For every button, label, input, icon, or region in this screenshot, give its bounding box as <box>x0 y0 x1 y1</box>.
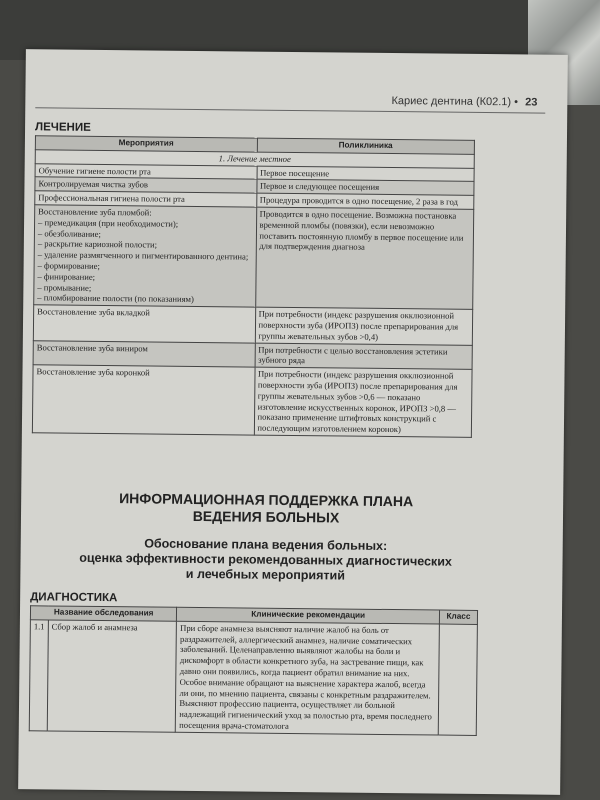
heading-line: ИНФОРМАЦИОННАЯ ПОДДЕРЖКА ПЛАНА <box>119 490 414 510</box>
column-header: Поликлиника <box>257 138 475 154</box>
column-header: Название обследования <box>30 606 176 621</box>
table-row <box>29 620 477 736</box>
measure-line: – промывание; <box>37 281 92 293</box>
subheading-line: оценка эффективности рекомендованных диагностических <box>79 550 452 569</box>
running-head-title: Кариес дентина (К02.1) <box>391 95 512 109</box>
table-subheading: 1. Лечение местное <box>35 150 474 168</box>
measure-line: – премедикация (при необходимости); <box>38 217 179 229</box>
measure-line: – пломбирование полости (по показаниям) <box>37 292 194 305</box>
treatment-table <box>32 135 475 438</box>
header-rule <box>35 107 545 113</box>
book-page <box>18 49 568 795</box>
table-row <box>33 305 472 345</box>
column-header: Клинические рекомендации <box>177 607 440 624</box>
rationale-subheading <box>30 535 500 585</box>
treatment-heading: ЛЕЧЕНИЕ <box>35 121 91 134</box>
measure-line: – обезболивание; <box>37 227 101 239</box>
measure-cell: Восстановление зуба виниром <box>33 340 255 367</box>
measure-cell: Обучение гигиене полости рта <box>35 163 257 179</box>
measure-cell: Контролируемая чистка зубов <box>35 177 257 193</box>
clinic-cell: Первое посещение <box>257 166 475 182</box>
exam-name-cell: Сбор жалоб и анамнеза <box>47 620 177 732</box>
clinic-cell: Проводится в одно посещение. Возможна постановка временной пломбы (повязки), если невозможно поставить постоянную пломбу в первое посещение или для подтверждения диагноза <box>255 207 474 309</box>
subheading-line: Обоснование плана ведения больных: <box>144 536 388 553</box>
diagnostics-table <box>29 605 478 735</box>
column-header: Мероприятия <box>35 136 257 152</box>
clinic-cell: Процедура проводится в одно посещение, 2 раза в год <box>256 193 474 209</box>
measure-line: Восстановление зуба пломбой: <box>38 206 152 218</box>
page-number: 23 <box>525 96 538 109</box>
measure-line: – удаление размягченного и пигментированного дентина; <box>37 249 249 262</box>
diagnostics-heading: ДИАГНОСТИКА <box>30 591 118 605</box>
row-number-cell: 1.1 <box>29 620 48 731</box>
table-row <box>34 205 474 310</box>
clinic-cell: При потребности с целью восстановления эстетики зубного ряда <box>255 343 473 370</box>
measure-cell: Восстановление зуба вкладкой <box>33 305 255 343</box>
running-head <box>391 95 537 109</box>
subheading-line: и лечебных мероприятий <box>185 566 346 583</box>
info-support-heading <box>31 489 501 528</box>
measure-cell: Восстановление зуба коронкой <box>32 365 254 435</box>
measure-cell <box>34 205 257 307</box>
clinic-cell: При потребности (индекс разрушения окклюзионной поверхности зуба (ИРОПЗ) после препарирования для группы жевательных зубов >0,4) <box>255 307 473 345</box>
measure-line: – раскрытие кариозной полости; <box>37 238 158 250</box>
clinic-cell: При потребности (индекс разрушения окклюзионной поверхности зуба (ИРОПЗ) после препарирования для группы жевательных зубов >0,6 — показано изготовление искусственных коронок, ИРОПЗ >0,8 — показано применение штифтовых конструкций с последующим изготовлением коронок) <box>254 367 472 437</box>
measure-cell: Профессиональная гигиена полости рта <box>35 191 257 207</box>
measure-line: – формирование; <box>37 260 100 271</box>
class-cell <box>438 624 477 735</box>
heading-line: ВЕДЕНИЯ БОЛЬНЫХ <box>192 507 340 526</box>
clinic-cell: Первое и следующее посещения <box>256 179 474 195</box>
column-header: Класс <box>439 610 477 624</box>
measure-line: – финирование; <box>37 271 96 282</box>
table-row <box>32 365 472 437</box>
recommendation-cell: При сборе анамнеза выясняют наличие жалоб на боль от раздражителей, аллергический анамнез, наличие соматических заболеваний. Целенаправленно выявляют жалобы на боли и дискомфорт в области конкретного зуба, на застревание пищи, как давно они появились, когда пациент обратил внимание на них. Особое внимание обращают на выяснение характера жалоб, всегда ли они, по мнению пациента, связаны с конкретным раздражителем. Выясняют профессию пациента, осуществляет ли больной надлежащий гигиенический уход за полостью рта, время последнего посещения врача-стоматолога <box>176 621 440 735</box>
running-head-bullet: • <box>514 96 519 109</box>
